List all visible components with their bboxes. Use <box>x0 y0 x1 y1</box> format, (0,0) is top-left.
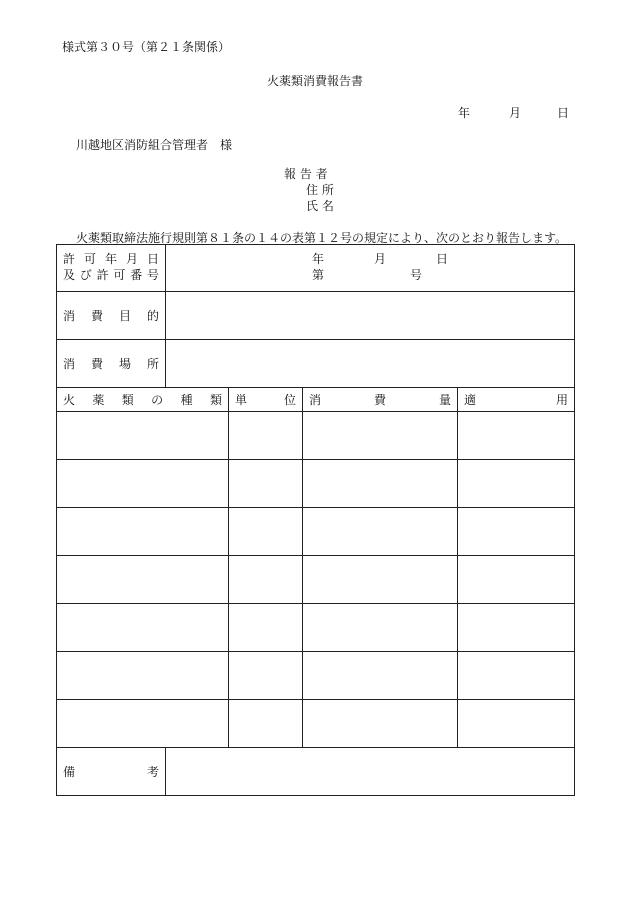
purpose-label: 消 費 目 的 <box>57 292 166 340</box>
kind-cell[interactable] <box>57 460 229 508</box>
amount-cell[interactable] <box>303 508 458 556</box>
col-unit-header: 単 位 <box>229 388 303 412</box>
kind-cell[interactable] <box>57 412 229 460</box>
place-value-cell[interactable] <box>166 340 575 388</box>
amount-cell[interactable] <box>303 460 458 508</box>
reporter-label: 報 告 者 <box>284 167 328 181</box>
form-number: 様式第３０号（第２１条関係） <box>62 40 231 54</box>
place-row <box>57 340 575 388</box>
permit-year-label: 年 <box>312 252 325 266</box>
kind-cell[interactable] <box>57 604 229 652</box>
note-cell[interactable] <box>458 652 575 700</box>
amount-cell[interactable] <box>303 604 458 652</box>
kind-cell[interactable] <box>57 508 229 556</box>
permit-day-label: 日 <box>436 252 449 266</box>
note-cell[interactable] <box>458 556 575 604</box>
table-row <box>57 460 575 508</box>
unit-cell[interactable] <box>229 460 303 508</box>
kind-cell[interactable] <box>57 652 229 700</box>
unit-cell[interactable] <box>229 700 303 748</box>
statement-text: 火薬類取締法施行規則第８１条の１４の表第１２号の規定により、次のとおり報告します。 <box>76 231 568 245</box>
table-row <box>57 652 575 700</box>
unit-cell[interactable] <box>229 508 303 556</box>
date-year-label: 年 <box>458 106 471 120</box>
col-kind-header: 火 薬 類 の 種 類 <box>57 388 229 412</box>
table-row <box>57 412 575 460</box>
table-row <box>57 508 575 556</box>
note-cell[interactable] <box>458 604 575 652</box>
name-label: 氏 名 <box>306 199 334 213</box>
table-row <box>57 556 575 604</box>
date-month-label: 月 <box>509 106 522 120</box>
table-row <box>57 700 575 748</box>
table-row <box>57 604 575 652</box>
note-cell[interactable] <box>458 412 575 460</box>
addressee: 川越地区消防組合管理者 様 <box>76 138 233 152</box>
permit-value-cell[interactable] <box>166 245 575 292</box>
date-day-label: 日 <box>557 106 570 120</box>
remarks-row <box>57 748 575 796</box>
purpose-row <box>57 292 575 340</box>
kind-cell[interactable] <box>57 700 229 748</box>
header-row <box>57 388 575 412</box>
amount-cell[interactable] <box>303 652 458 700</box>
unit-cell[interactable] <box>229 652 303 700</box>
note-cell[interactable] <box>458 700 575 748</box>
document-title: 火薬類消費報告書 <box>266 74 363 88</box>
report-form-table <box>56 244 575 796</box>
remarks-value-cell[interactable] <box>166 748 575 796</box>
unit-cell[interactable] <box>229 604 303 652</box>
unit-cell[interactable] <box>229 556 303 604</box>
col-amount-header: 消 費 量 <box>303 388 458 412</box>
col-note-header: 適 用 <box>458 388 575 412</box>
permit-date-label: 許 可 年 月 日 <box>63 252 159 266</box>
permit-go-label: 号 <box>410 268 423 282</box>
note-cell[interactable] <box>458 460 575 508</box>
unit-cell[interactable] <box>229 412 303 460</box>
permit-label-cell <box>57 245 166 292</box>
permit-row <box>57 245 575 292</box>
place-label: 消 費 場 所 <box>57 340 166 388</box>
purpose-value-cell[interactable] <box>166 292 575 340</box>
permit-number-label: 及 び 許 可 番 号 <box>63 268 159 282</box>
address-label: 住 所 <box>306 183 334 197</box>
permit-dai-label: 第 <box>312 268 325 282</box>
reporter-block <box>284 166 334 214</box>
remarks-label: 備 考 <box>57 748 166 796</box>
note-cell[interactable] <box>458 508 575 556</box>
amount-cell[interactable] <box>303 556 458 604</box>
amount-cell[interactable] <box>303 700 458 748</box>
amount-cell[interactable] <box>303 412 458 460</box>
kind-cell[interactable] <box>57 556 229 604</box>
permit-month-label: 月 <box>374 252 387 266</box>
